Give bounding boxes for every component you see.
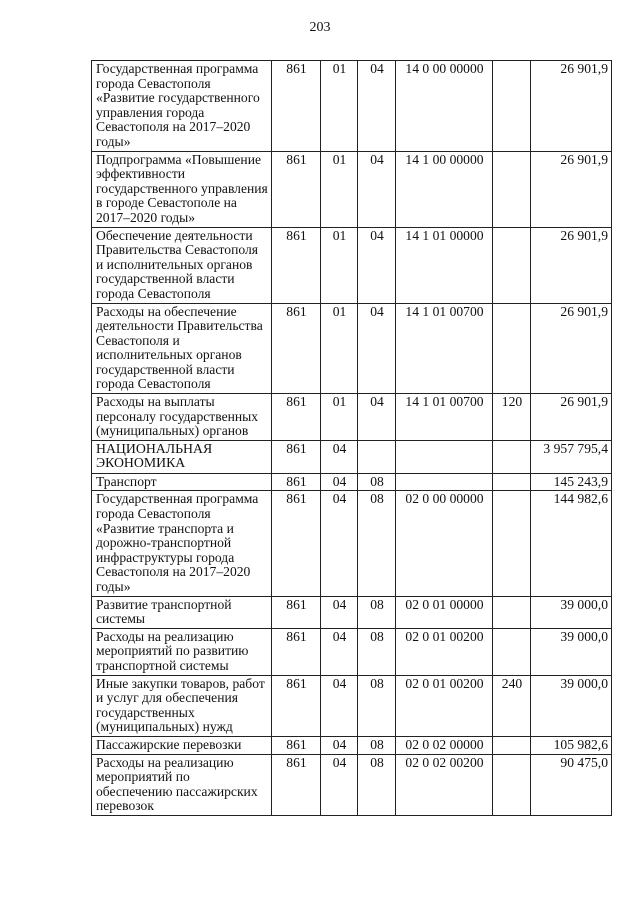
subsection-code-cell: 08 xyxy=(358,596,396,628)
table-row xyxy=(92,61,612,152)
subsection-code-cell: 04 xyxy=(358,303,396,394)
item-name-cell: Иные закупки товаров, работ и услуг для обеспечения государственных (муниципальных) нужд xyxy=(92,675,272,736)
section-code-cell: 01 xyxy=(321,227,358,303)
section-code-cell: 01 xyxy=(321,61,358,152)
table-row xyxy=(92,473,612,491)
target-item-code-cell: 14 1 00 00000 xyxy=(396,151,493,227)
table-row xyxy=(92,394,612,441)
amount-cell: 26 901,9 xyxy=(531,227,612,303)
ministry-code-cell: 861 xyxy=(272,61,321,152)
subsection-code-cell: 04 xyxy=(358,227,396,303)
table-row xyxy=(92,227,612,303)
target-item-code-cell: 02 0 01 00200 xyxy=(396,628,493,675)
section-code-cell: 04 xyxy=(321,675,358,736)
ministry-code-cell: 861 xyxy=(272,303,321,394)
subsection-code-cell: 08 xyxy=(358,491,396,596)
table-row xyxy=(92,303,612,394)
section-code-cell: 01 xyxy=(321,151,358,227)
expense-type-code-cell xyxy=(493,736,531,754)
table-row xyxy=(92,754,612,815)
section-code-cell: 04 xyxy=(321,754,358,815)
target-item-code-cell: 14 1 01 00700 xyxy=(396,303,493,394)
section-code-cell: 01 xyxy=(321,303,358,394)
target-item-code-cell xyxy=(396,473,493,491)
amount-cell: 39 000,0 xyxy=(531,596,612,628)
amount-cell: 26 901,9 xyxy=(531,61,612,152)
expense-type-code-cell xyxy=(493,473,531,491)
expense-type-code-cell xyxy=(493,596,531,628)
subsection-code-cell: 08 xyxy=(358,473,396,491)
item-name-cell: Расходы на реализацию мероприятий по обеспечению пассажирских перевозок xyxy=(92,754,272,815)
budget-table xyxy=(91,60,612,816)
table-row xyxy=(92,491,612,596)
amount-cell: 39 000,0 xyxy=(531,675,612,736)
target-item-code-cell: 14 1 01 00700 xyxy=(396,394,493,441)
target-item-code-cell: 14 1 01 00000 xyxy=(396,227,493,303)
amount-cell: 144 982,6 xyxy=(531,491,612,596)
target-item-code-cell: 14 0 00 00000 xyxy=(396,61,493,152)
budget-table-body xyxy=(92,61,612,816)
expense-type-code-cell xyxy=(493,754,531,815)
expense-type-code-cell xyxy=(493,61,531,152)
subsection-code-cell: 04 xyxy=(358,394,396,441)
ministry-code-cell: 861 xyxy=(272,227,321,303)
section-code-cell: 04 xyxy=(321,628,358,675)
item-name-cell: НАЦИОНАЛЬНАЯ ЭКОНОМИКА xyxy=(92,440,272,473)
expense-type-code-cell xyxy=(493,628,531,675)
item-name-cell: Государственная программа города Севастополя «Развитие транспорта и дорожно-транспортной инфраструктуры города Севастополя на 2017–2020 годы» xyxy=(92,491,272,596)
expense-type-code-cell xyxy=(493,151,531,227)
expense-type-code-cell xyxy=(493,491,531,596)
amount-cell: 105 982,6 xyxy=(531,736,612,754)
amount-cell: 39 000,0 xyxy=(531,628,612,675)
target-item-code-cell: 02 0 01 00000 xyxy=(396,596,493,628)
item-name-cell: Развитие транспортной системы xyxy=(92,596,272,628)
amount-cell: 26 901,9 xyxy=(531,151,612,227)
ministry-code-cell: 861 xyxy=(272,754,321,815)
item-name-cell: Обеспечение деятельности Правительства Севастополя и исполнительных органов государственной власти города Севастополя xyxy=(92,227,272,303)
table-row xyxy=(92,440,612,473)
table-row xyxy=(92,596,612,628)
ministry-code-cell: 861 xyxy=(272,394,321,441)
section-code-cell: 01 xyxy=(321,394,358,441)
expense-type-code-cell xyxy=(493,227,531,303)
item-name-cell: Транспорт xyxy=(92,473,272,491)
item-name-cell: Подпрограмма «Повышение эффективности государственного управления в городе Севастополе на 2017–2020 годы» xyxy=(92,151,272,227)
item-name-cell: Государственная программа города Севастополя «Развитие государственного управления города Севастополя на 2017–2020 годы» xyxy=(92,61,272,152)
table-row xyxy=(92,628,612,675)
table-row xyxy=(92,151,612,227)
item-name-cell: Расходы на выплаты персоналу государственных (муниципальных) органов xyxy=(92,394,272,441)
target-item-code-cell: 02 0 01 00200 xyxy=(396,675,493,736)
subsection-code-cell: 08 xyxy=(358,754,396,815)
amount-cell: 3 957 795,4 xyxy=(531,440,612,473)
amount-cell: 26 901,9 xyxy=(531,394,612,441)
expense-type-code-cell: 120 xyxy=(493,394,531,441)
expense-type-code-cell xyxy=(493,440,531,473)
ministry-code-cell: 861 xyxy=(272,596,321,628)
target-item-code-cell: 02 0 02 00000 xyxy=(396,736,493,754)
ministry-code-cell: 861 xyxy=(272,151,321,227)
section-code-cell: 04 xyxy=(321,596,358,628)
ministry-code-cell: 861 xyxy=(272,736,321,754)
item-name-cell: Расходы на реализацию мероприятий по развитию транспортной системы xyxy=(92,628,272,675)
item-name-cell: Пассажирские перевозки xyxy=(92,736,272,754)
table-row xyxy=(92,675,612,736)
subsection-code-cell xyxy=(358,440,396,473)
section-code-cell: 04 xyxy=(321,491,358,596)
section-code-cell: 04 xyxy=(321,440,358,473)
subsection-code-cell: 04 xyxy=(358,61,396,152)
ministry-code-cell: 861 xyxy=(272,628,321,675)
amount-cell: 26 901,9 xyxy=(531,303,612,394)
subsection-code-cell: 08 xyxy=(358,736,396,754)
subsection-code-cell: 08 xyxy=(358,675,396,736)
subsection-code-cell: 08 xyxy=(358,628,396,675)
target-item-code-cell xyxy=(396,440,493,473)
item-name-cell: Расходы на обеспечение деятельности Правительства Севастополя и исполнительных органов государственной власти города Севастополя xyxy=(92,303,272,394)
amount-cell: 90 475,0 xyxy=(531,754,612,815)
ministry-code-cell: 861 xyxy=(272,491,321,596)
ministry-code-cell: 861 xyxy=(272,440,321,473)
page-number: 203 xyxy=(309,20,331,35)
target-item-code-cell: 02 0 00 00000 xyxy=(396,491,493,596)
subsection-code-cell: 04 xyxy=(358,151,396,227)
ministry-code-cell: 861 xyxy=(272,473,321,491)
expense-type-code-cell: 240 xyxy=(493,675,531,736)
target-item-code-cell: 02 0 02 00200 xyxy=(396,754,493,815)
expense-type-code-cell xyxy=(493,303,531,394)
section-code-cell: 04 xyxy=(321,736,358,754)
amount-cell: 145 243,9 xyxy=(531,473,612,491)
ministry-code-cell: 861 xyxy=(272,675,321,736)
table-row xyxy=(92,736,612,754)
section-code-cell: 04 xyxy=(321,473,358,491)
